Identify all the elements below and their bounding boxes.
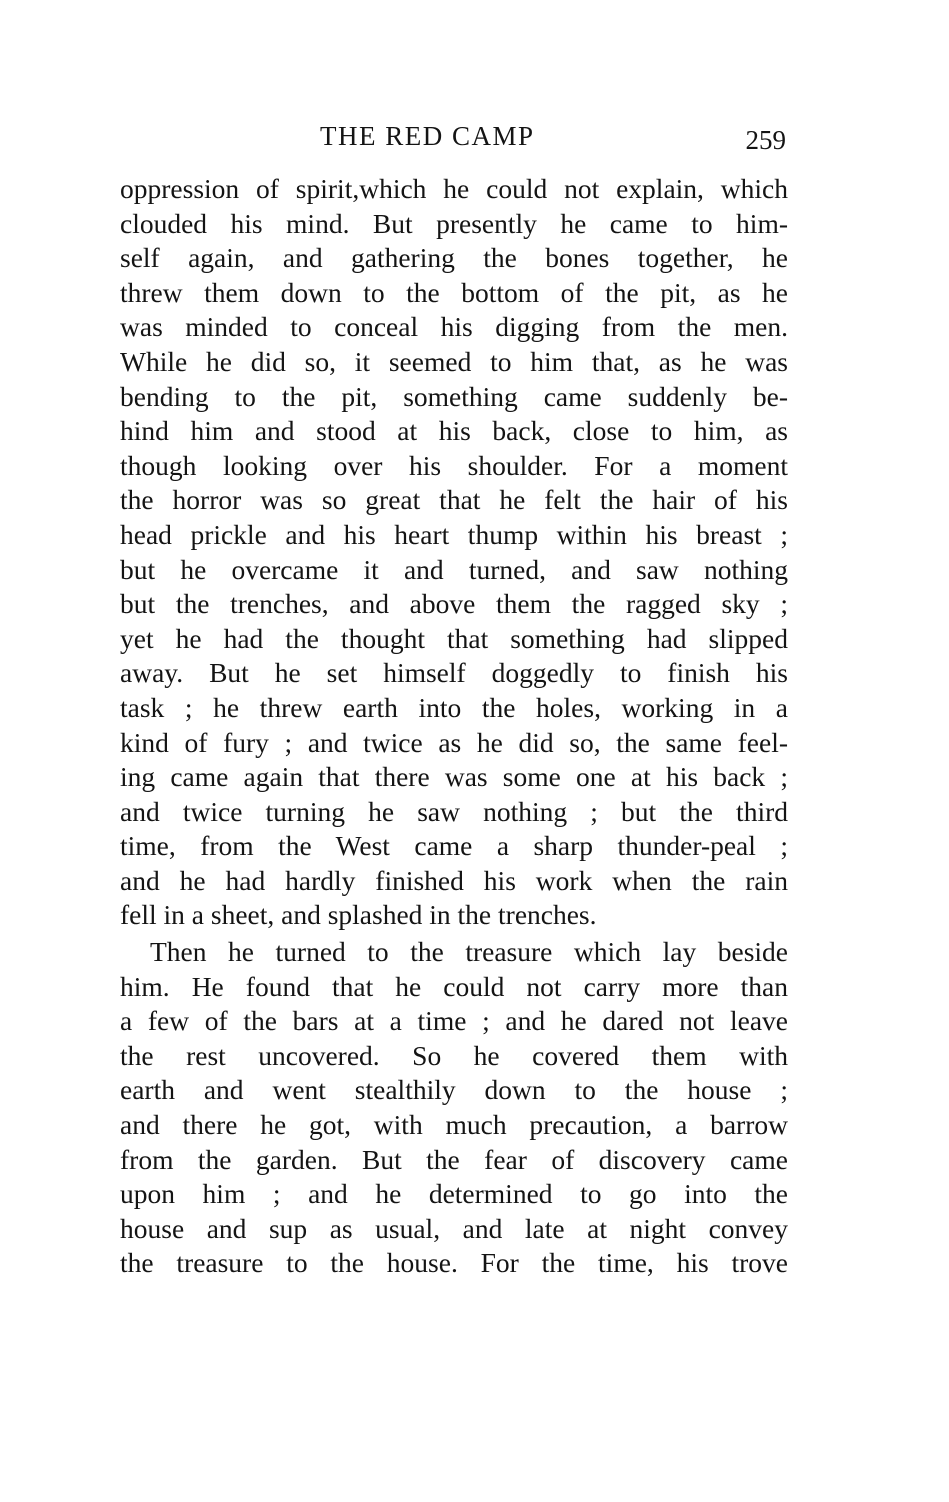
text-line: earth and went stealthily down to the house ;	[120, 1074, 788, 1106]
text-line: was minded to conceal his digging from the men.	[120, 311, 788, 343]
paragraph-2	[120, 935, 788, 1281]
text-line: away. But he set himself doggedly to finish his	[120, 657, 788, 689]
text-line: head prickle and his heart thump within his breast ;	[120, 518, 788, 550]
text-line: the rest uncovered. So he covered them with	[120, 1039, 788, 1071]
text-line: yet he had the thought that something had slipped	[120, 622, 788, 654]
text-line: the treasure to the house. For the time, his trove	[120, 1247, 788, 1279]
text-line: from the garden. But the fear of discovery came	[120, 1143, 788, 1175]
text-line: but he overcame it and turned, and saw nothing	[120, 553, 788, 585]
page-number: 259	[745, 125, 786, 155]
text-line: the horror was so great that he felt the hair of his	[120, 484, 788, 516]
text-line: threw them down to the bottom of the pit, as he	[120, 276, 788, 308]
text-line: time, from the West came a sharp thunder-peal ;	[120, 830, 788, 862]
page-header	[120, 118, 792, 154]
text-line: upon him ; and he determined to go into the	[120, 1178, 788, 1210]
text-line: house and sup as usual, and late at night convey	[120, 1212, 788, 1244]
text-line: Then he turned to the treasure which lay beside	[150, 936, 788, 968]
text-line: self again, and gathering the bones together, he	[120, 242, 788, 274]
paragraph-1	[120, 172, 788, 933]
text-line: though looking over his shoulder. For a moment	[120, 449, 788, 481]
body-text	[120, 172, 788, 1281]
running-title: THE RED CAMP	[320, 121, 535, 151]
text-line: fell in a sheet, and splashed in the trenches.	[120, 899, 597, 931]
text-line: bending to the pit, something came suddenly be-	[120, 380, 788, 412]
text-line: While he did so, it seemed to him that, as he was	[120, 345, 788, 377]
text-line: but the trenches, and above them the ragged sky ;	[120, 588, 788, 620]
text-line: and he had hardly finished his work when the rain	[120, 864, 788, 896]
text-line: and there he got, with much precaution, a barrow	[120, 1109, 788, 1141]
text-line: him. He found that he could not carry more than	[120, 970, 788, 1002]
text-line: a few of the bars at a time ; and he dared not leave	[120, 1005, 788, 1037]
text-line: ing came again that there was some one at his back ;	[120, 761, 788, 793]
text-line: task ; he threw earth into the holes, working in a	[120, 691, 788, 723]
text-line: oppression of spirit,which he could not explain, which	[120, 173, 788, 204]
text-line: kind of fury ; and twice as he did so, the same feel-	[120, 726, 788, 758]
text-line: and twice turning he saw nothing ; but the third	[120, 795, 788, 827]
text-line: clouded his mind. But presently he came to him-	[120, 207, 788, 239]
text-line: hind him and stood at his back, close to him, as	[120, 415, 788, 447]
